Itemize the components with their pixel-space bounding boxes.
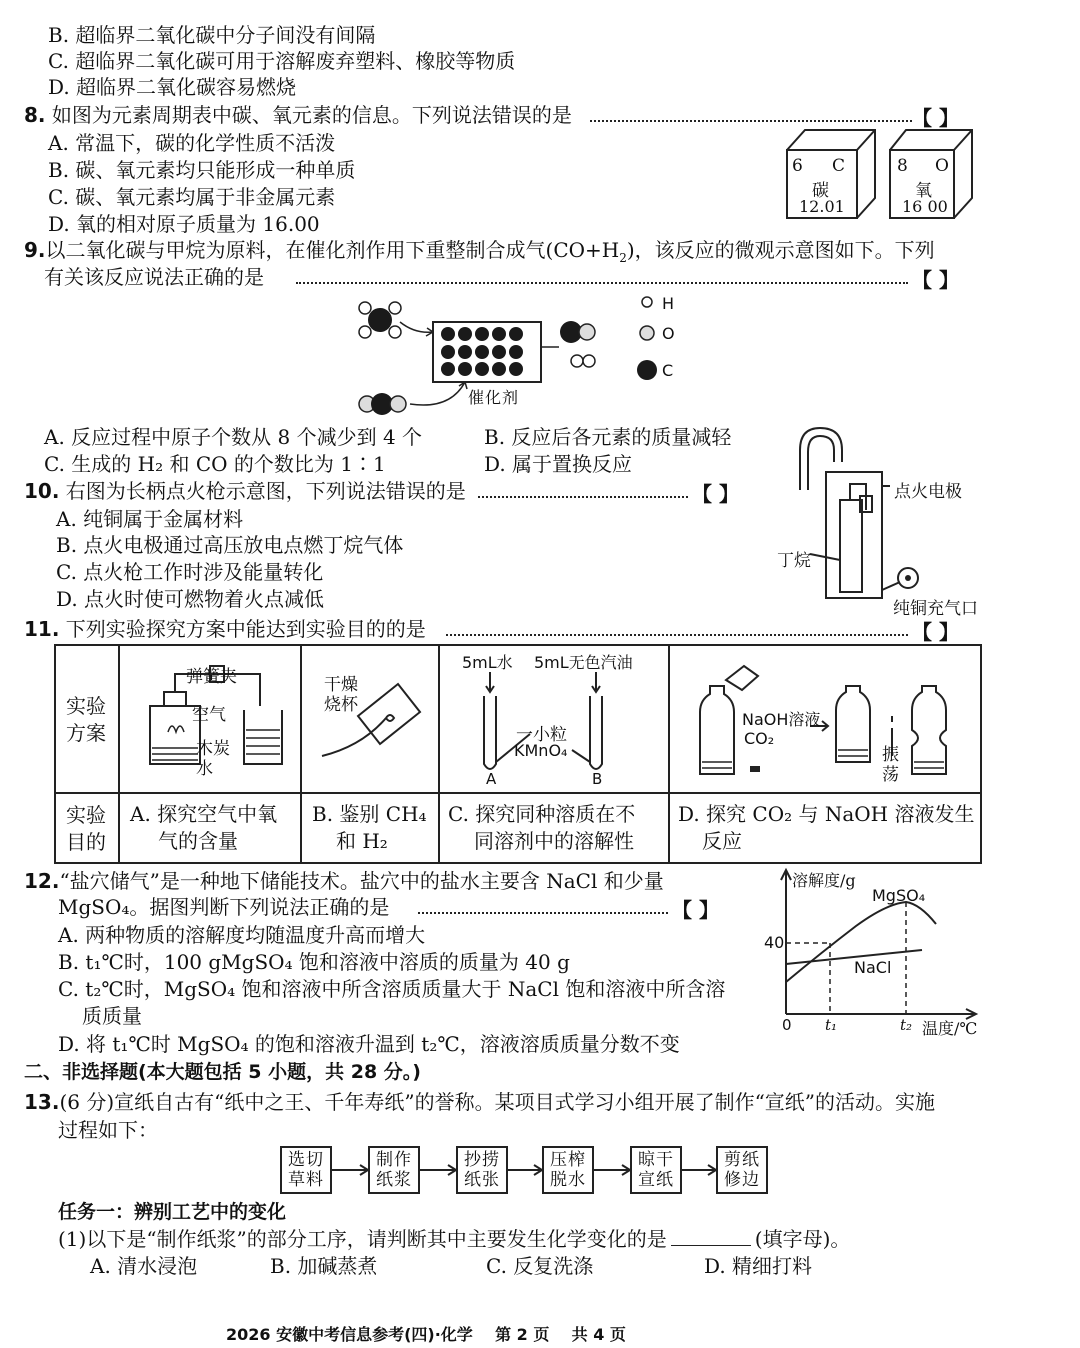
prev-option-b: B. 超临界二氧化碳中分子间没有间隔	[48, 23, 376, 47]
q8-leader-dots	[590, 120, 912, 122]
q12-option-b: B. t₁℃时，100 gMgSO₄ 饱和溶液中溶质的质量为 40 g	[58, 950, 570, 974]
catalyst-particles	[441, 327, 523, 376]
q8-option-b: B. 碳、氧元素均只能形成一种单质	[48, 158, 356, 182]
apparatus-d-drawing	[670, 646, 980, 791]
legend-mgso4: MgSO₄	[872, 886, 926, 905]
q9-option-b: B. 反应后各元素的质量减轻	[484, 425, 732, 449]
solubility-chart	[760, 866, 980, 1036]
flow-step-2-bottom: 纸浆	[376, 1170, 412, 1190]
oxygen-name: 氧	[915, 181, 932, 201]
purpose-a-line2: 气的含量	[158, 829, 238, 853]
chart-t1: t₁	[825, 1016, 838, 1034]
oxygen-symbol: O	[935, 156, 949, 176]
q12-option-c: C. t₂℃时，MgSO₄ 饱和溶液中所含溶质质量大于 NaCl 饱和溶液中所含溶	[58, 977, 726, 1001]
legend-nacl: NaCl	[854, 958, 892, 977]
q10-option-b: B. 点火电极通过高压放电点燃丁烷气体	[56, 533, 404, 557]
table-row-divider	[54, 792, 982, 794]
purpose-d-line1: D. 探究 CO₂ 与 NaOH 溶液发生	[678, 802, 975, 826]
q9-option-d: D. 属于置换反应	[484, 452, 633, 476]
label-small-grain: 一小粒	[516, 725, 567, 745]
q12-option-d: D. 将 t₁℃时 MgSO₄ 的饱和溶液升温到 t₂℃，溶液溶质质量分数不变	[58, 1032, 680, 1056]
butane-label: 丁烷	[777, 551, 811, 571]
q12-option-a: A. 两种物质的溶解度均随温度升高而增大	[58, 923, 426, 947]
q8-answer-bracket: 【 】	[912, 106, 959, 130]
flow-step-4-top: 压榨	[550, 1150, 586, 1170]
q13-stem-line2: 过程如下：	[58, 1118, 158, 1142]
electrode-label: 点火电极	[894, 482, 962, 502]
copper-inlet-label: 纯铜充气口	[893, 599, 978, 619]
flow-step-6-bottom: 修边	[724, 1170, 760, 1190]
q12-stem-1: “盐穴储气”是一种地下储能技术。盐穴中的盐水主要含 NaCl 和少量	[59, 869, 664, 893]
q10-leader-dots	[478, 496, 688, 498]
purpose-b-line2: 和 H₂	[336, 829, 388, 853]
q12-stem-line1	[24, 868, 664, 894]
label-gasoline-5ml: 5mL无色汽油	[534, 653, 633, 672]
q8-option-c: C. 碳、氧元素均属于非金属元素	[48, 185, 336, 209]
prev-option-d: D. 超临界二氧化碳容易燃烧	[48, 75, 297, 99]
q12-answer-bracket: 【 】	[672, 898, 719, 922]
purpose-a-line1: A. 探究空气中氧	[130, 802, 278, 826]
flow-step-3-top: 抄捞	[464, 1150, 500, 1170]
q11-answer-bracket: 【 】	[912, 620, 959, 644]
q9-option-a: A. 反应过程中原子个数从 8 个减少到 4 个	[44, 425, 423, 449]
apparatus-b-drawing	[302, 646, 438, 791]
q10-answer-bracket: 【 】	[692, 482, 739, 506]
q8-option-a: A. 常温下，碳的化学性质不活泼	[48, 131, 336, 155]
flow-step-1-top: 选切	[288, 1150, 324, 1170]
q12-stem-line2: MgSO₄。据图判断下列说法正确的是	[58, 895, 390, 919]
prev-option-c: C. 超临界二氧化碳可用于溶解废弃塑料、橡胶等物质	[48, 49, 516, 73]
label-co2: CO₂	[744, 729, 775, 748]
q10-option-d: D. 点火时使可燃物着火点减低	[56, 587, 325, 611]
label-beaker: 烧杯	[324, 695, 358, 715]
chart-ytick-40: 40	[764, 933, 785, 952]
q13-sub1-line	[58, 1226, 850, 1252]
chart-ylabel: 溶解度/g	[792, 871, 856, 890]
flow-step-2-top: 制作	[376, 1150, 412, 1170]
q8-option-d: D. 氧的相对原子质量为 16.00	[48, 212, 320, 236]
purpose-b-line1: B. 鉴别 CH₄	[312, 802, 427, 826]
q13-option-b: B. 加碱蒸煮	[270, 1254, 378, 1278]
flow-step-4-bottom: 脱水	[550, 1170, 586, 1190]
catalyst-label: 催化剂	[468, 388, 520, 407]
q13-option-c: C. 反复洗涤	[486, 1254, 594, 1278]
q11-stem: 下列实验探究方案中能达到实验目的的是	[65, 617, 426, 641]
q12-number: 12.	[24, 869, 60, 893]
label-water-5ml: 5mL水	[462, 653, 513, 672]
q9-number: 9.	[24, 238, 46, 262]
q13-option-d: D. 精细打料	[704, 1254, 813, 1278]
flow-step-1-bottom: 草料	[288, 1170, 324, 1190]
q9-stem-part1: 以二氧化碳与甲烷为原料，在催化剂作用下重整制合成气(CO+H	[45, 238, 620, 262]
label-charcoal: 木炭	[196, 739, 230, 759]
label-shake-1: 振	[882, 745, 899, 765]
task-1-title: 任务一：辨别工艺中的变化	[58, 1201, 287, 1223]
row1-header-line1: 实验	[66, 694, 106, 718]
legend-h: H	[662, 294, 675, 313]
flow-arrows	[332, 1160, 732, 1180]
q9-stem-part2: )，该反应的微观示意图如下。下列	[626, 238, 935, 262]
legend-c: C	[662, 361, 674, 380]
q9-option-c: C. 生成的 H₂ 和 CO 的个数比为 1∶1	[44, 452, 386, 476]
label-kmno4: KMnO₄	[514, 741, 568, 760]
legend-o: O	[662, 324, 675, 343]
purpose-c-line1: C. 探究同种溶质在不	[448, 802, 636, 826]
lighter-drawing	[790, 420, 990, 610]
q12-leader-dots	[418, 912, 668, 914]
q8-stem-line	[24, 102, 572, 128]
q10-option-c: C. 点火枪工作时涉及能量转化	[56, 560, 324, 584]
page-footer: 2026 安徽中考信息参考(四)·化学 第 2 页 共 4 页	[226, 1325, 626, 1344]
q11-stem-line	[24, 616, 426, 642]
q10-option-a: A. 纯铜属于金属材料	[56, 507, 244, 531]
flow-step-3-bottom: 纸张	[464, 1170, 500, 1190]
q10-number: 10.	[24, 479, 60, 503]
row2-header-line1: 实验	[66, 803, 106, 827]
oxygen-number: 8	[897, 156, 908, 176]
carbon-number: 6	[792, 156, 803, 176]
label-tube-b: B	[592, 770, 603, 788]
flow-step-1	[280, 1146, 332, 1194]
flow-step-6-top: 剪纸	[724, 1150, 760, 1170]
q11-leader-dots	[446, 634, 908, 636]
q9-leader-dots	[296, 282, 908, 284]
q8-number: 8.	[24, 103, 46, 127]
chart-t2: t₂	[900, 1016, 913, 1034]
q13-sub1: (1)以下是“制作纸浆”的部分工序，请判断其中主要发生化学变化的是	[58, 1227, 667, 1251]
q13-sub1-end: (填字母)。	[754, 1227, 851, 1251]
label-shake-2: 荡	[882, 765, 899, 785]
q9-stem-line2: 有关该反应说法正确的是	[44, 265, 264, 289]
oxygen-mass: 16 00	[902, 197, 948, 216]
row1-header-line2: 方案	[66, 721, 106, 745]
q13-stem-line1	[24, 1089, 935, 1115]
flow-step-5-top: 晾干	[638, 1150, 674, 1170]
purpose-c-line2: 同溶剂中的溶解性	[474, 829, 634, 853]
carbon-name: 碳	[812, 181, 829, 201]
label-spring-clip: 弹簧夹	[186, 667, 237, 687]
q8-stem: 如图为元素周期表中碳、氧元素的信息。下列说法错误的是	[51, 103, 572, 127]
label-naoh-solution: NaOH溶液	[742, 710, 821, 729]
label-tube-a: A	[486, 770, 497, 788]
q10-stem-line	[24, 478, 466, 504]
q12-option-c-cont: 质质量	[82, 1004, 142, 1028]
q13-option-a: A. 清水浸泡	[90, 1254, 198, 1278]
section-2-title: 二、非选择题(本大题包括 5 小题，共 28 分。)	[24, 1061, 421, 1083]
q9-answer-bracket: 【 】	[912, 268, 959, 292]
q9-stem-sub: 2	[619, 251, 627, 265]
chart-xlabel: 温度/℃	[922, 1019, 978, 1038]
carbon-mass: 12.01	[799, 197, 845, 216]
flow-step-5-bottom: 宣纸	[638, 1170, 674, 1190]
q11-number: 11.	[24, 617, 60, 641]
q13-number: 13.	[24, 1090, 60, 1114]
label-water: 水	[196, 759, 213, 779]
q13-answer-blank[interactable]	[671, 1227, 751, 1246]
purpose-d-line2: 反应	[702, 829, 742, 853]
carbon-symbol: C	[832, 156, 846, 176]
q10-stem: 右图为长柄点火枪示意图，下列说法错误的是	[65, 479, 466, 503]
reaction-diagram	[355, 292, 695, 422]
q13-stem-1: (6 分)宣纸自古有“纸中之王、千年寿纸”的誉称。某项目式学习小组开展了制作“宣纸”的活动。实施	[59, 1090, 936, 1114]
row2-header-line2: 目的	[66, 830, 106, 854]
label-dry: 干燥	[324, 675, 358, 695]
label-air: 空气	[192, 705, 226, 725]
chart-origin: 0	[782, 1016, 792, 1034]
